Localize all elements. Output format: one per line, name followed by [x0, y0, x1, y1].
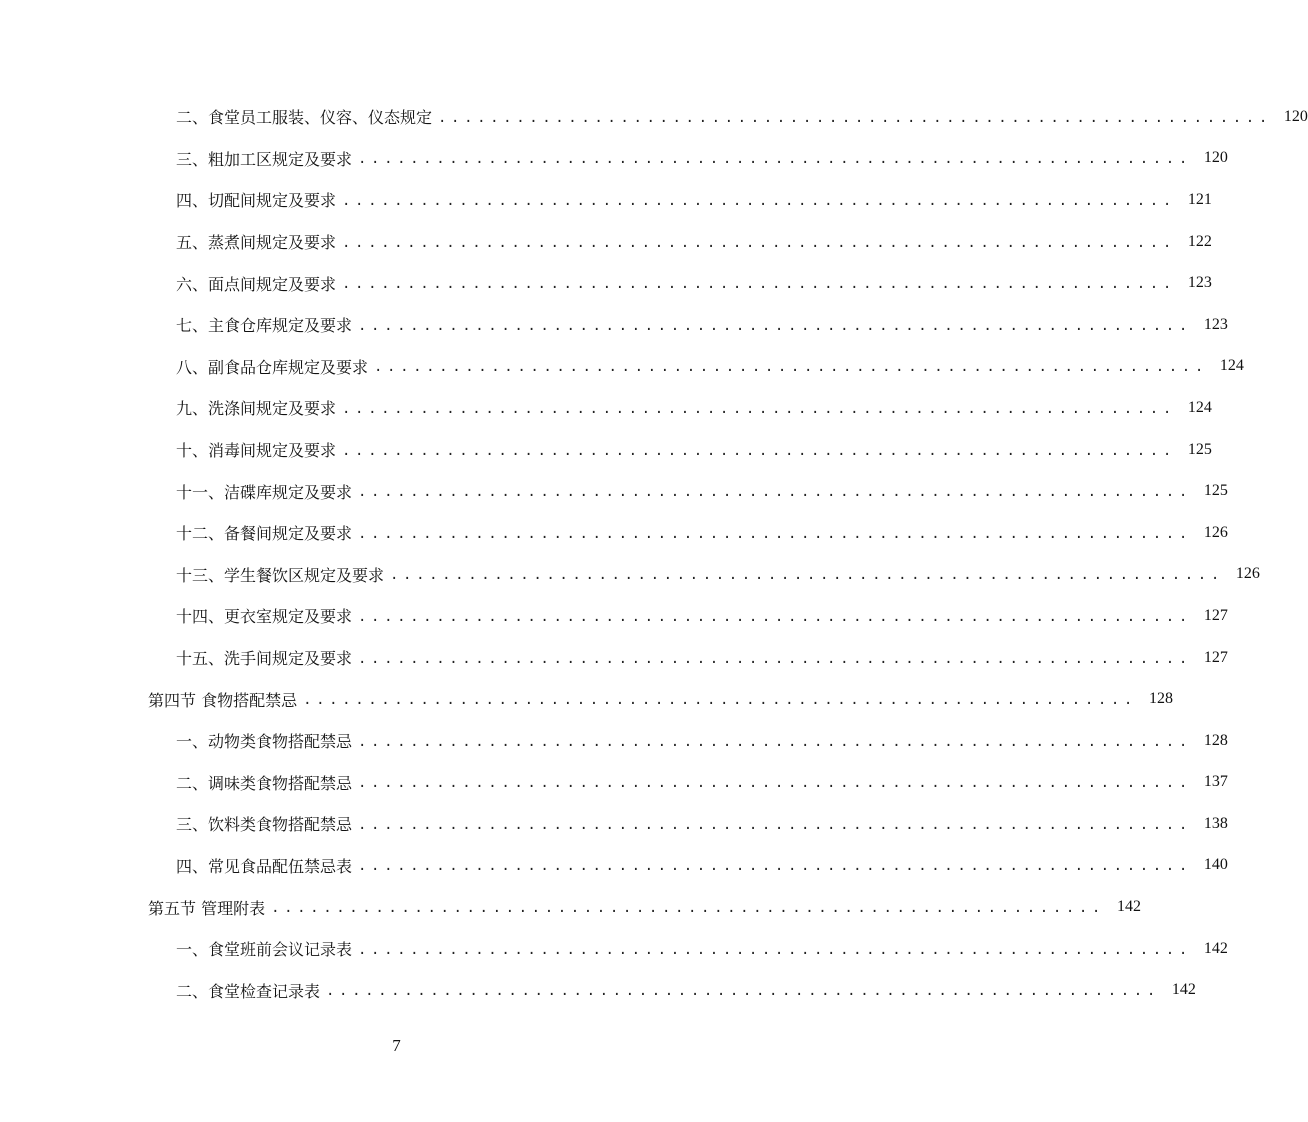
toc-dot-leader: ................................................................ — [358, 816, 1192, 833]
toc-dot-leader: ................................................................ — [342, 442, 1176, 459]
toc-entry-page: 142 — [1116, 898, 1141, 916]
toc-entry-title: 二、食堂员工服装、仪容、仪态规定 — [176, 108, 433, 128]
toc-entry[interactable] — [0, 762, 1228, 804]
toc-entry-title: 二、调味类食物搭配禁忌 — [176, 773, 353, 793]
toc-entry-page: 142 — [1171, 981, 1196, 999]
toc-entry-title: 十一、洁碟库规定及要求 — [176, 482, 353, 502]
toc-dot-leader: ................................................................ — [271, 900, 1105, 917]
toc-entry[interactable] — [0, 346, 1244, 388]
toc-dot-leader: ................................................................ — [358, 317, 1192, 334]
toc-dot-leader: ................................................................ — [438, 109, 1272, 126]
toc-dot-leader: ................................................................ — [358, 733, 1192, 750]
toc-entry[interactable] — [0, 96, 1308, 138]
toc-entry[interactable] — [0, 470, 1228, 512]
toc-dot-leader: ................................................................ — [326, 983, 1160, 1000]
toc-entry-page: 125 — [1187, 440, 1212, 458]
toc-entry-page: 128 — [1203, 731, 1228, 749]
toc-entry-page: 124 — [1187, 398, 1212, 416]
toc-dot-leader: ................................................................ — [303, 692, 1137, 709]
toc-entry-title: 七、主食仓库规定及要求 — [176, 316, 353, 336]
toc-dot-leader: ................................................................ — [374, 359, 1208, 376]
toc-dot-leader: ................................................................ — [342, 400, 1176, 417]
toc-entry[interactable] — [0, 595, 1228, 637]
toc-dot-leader: ................................................................ — [342, 234, 1176, 251]
toc-entry-page: 126 — [1203, 523, 1228, 541]
toc-entry-title: 四、常见食品配伍禁忌表 — [176, 856, 353, 876]
toc-entry-title: 十五、洗手间规定及要求 — [176, 649, 353, 669]
toc-entry-title: 八、副食品仓库规定及要求 — [176, 357, 369, 377]
toc-entry-page: 138 — [1203, 814, 1228, 832]
toc-entry-page: 120 — [1283, 107, 1308, 125]
toc-entry-page: 125 — [1203, 482, 1228, 500]
toc-entry-title: 十二、备餐间规定及要求 — [176, 524, 353, 544]
toc-entry-title: 五、蒸煮间规定及要求 — [176, 233, 337, 253]
toc-entry-page: 123 — [1187, 274, 1212, 292]
toc-entry[interactable] — [0, 803, 1228, 845]
toc-dot-leader: ................................................................ — [358, 484, 1192, 501]
toc-entry-title: 六、面点间规定及要求 — [176, 274, 337, 294]
toc-entry-page: 122 — [1187, 232, 1212, 250]
toc-entry-title: 第五节 管理附表 — [148, 898, 266, 918]
toc-entry[interactable] — [0, 429, 1212, 471]
toc-entry-page: 121 — [1187, 190, 1212, 208]
toc-entry[interactable] — [0, 179, 1212, 221]
toc-entry-title: 十三、学生餐饮区规定及要求 — [176, 565, 385, 585]
toc-entry-title: 三、饮料类食物搭配禁忌 — [176, 815, 353, 835]
toc-entry-page: 123 — [1203, 315, 1228, 333]
table-of-contents — [0, 96, 1308, 1011]
toc-entry[interactable] — [0, 221, 1212, 263]
toc-dot-leader: ................................................................ — [358, 941, 1192, 958]
toc-entry-page: 142 — [1203, 939, 1228, 957]
page-number: 7 — [392, 1036, 401, 1055]
toc-dot-leader: ................................................................ — [358, 151, 1192, 168]
toc-entry[interactable] — [0, 304, 1228, 346]
toc-section-entry[interactable] — [0, 886, 1141, 928]
toc-entry-title: 四、切配间规定及要求 — [176, 191, 337, 211]
toc-dot-leader: ................................................................ — [358, 858, 1192, 875]
toc-entry-page: 120 — [1203, 149, 1228, 167]
toc-entry[interactable] — [0, 512, 1228, 554]
toc-section-entry[interactable] — [0, 678, 1173, 720]
toc-entry-page: 126 — [1235, 565, 1260, 583]
toc-entry-page: 127 — [1203, 606, 1228, 624]
toc-entry-page: 140 — [1203, 856, 1228, 874]
toc-entry-page: 124 — [1219, 357, 1244, 375]
toc-entry[interactable] — [0, 387, 1212, 429]
toc-entry-title: 十四、更衣室规定及要求 — [176, 607, 353, 627]
toc-dot-leader: ................................................................ — [358, 525, 1192, 542]
toc-entry[interactable] — [0, 845, 1228, 887]
toc-entry-title: 一、食堂班前会议记录表 — [176, 940, 353, 960]
toc-entry-title: 十、消毒间规定及要求 — [176, 441, 337, 461]
toc-dot-leader: ................................................................ — [358, 650, 1192, 667]
toc-entry-page: 128 — [1148, 690, 1173, 708]
toc-entry[interactable] — [0, 138, 1228, 180]
toc-entry-title: 九、洗涤间规定及要求 — [176, 399, 337, 419]
toc-entry-title: 二、食堂检查记录表 — [176, 981, 321, 1001]
toc-dot-leader: ................................................................ — [390, 567, 1224, 584]
toc-dot-leader: ................................................................ — [358, 608, 1192, 625]
toc-entry[interactable] — [0, 262, 1212, 304]
toc-entry[interactable] — [0, 720, 1228, 762]
toc-dot-leader: ................................................................ — [358, 775, 1192, 792]
toc-entry[interactable] — [0, 637, 1228, 679]
toc-entry-title: 一、动物类食物搭配禁忌 — [176, 732, 353, 752]
toc-entry-page: 137 — [1203, 773, 1228, 791]
toc-entry-title: 第四节 食物搭配禁忌 — [148, 690, 298, 710]
toc-entry[interactable] — [0, 554, 1260, 596]
toc-entry[interactable] — [0, 928, 1228, 970]
toc-entry-title: 三、粗加工区规定及要求 — [176, 149, 353, 169]
toc-dot-leader: ................................................................ — [342, 276, 1176, 293]
toc-dot-leader: ................................................................ — [342, 192, 1176, 209]
toc-entry[interactable] — [0, 969, 1196, 1011]
toc-entry-page: 127 — [1203, 648, 1228, 666]
